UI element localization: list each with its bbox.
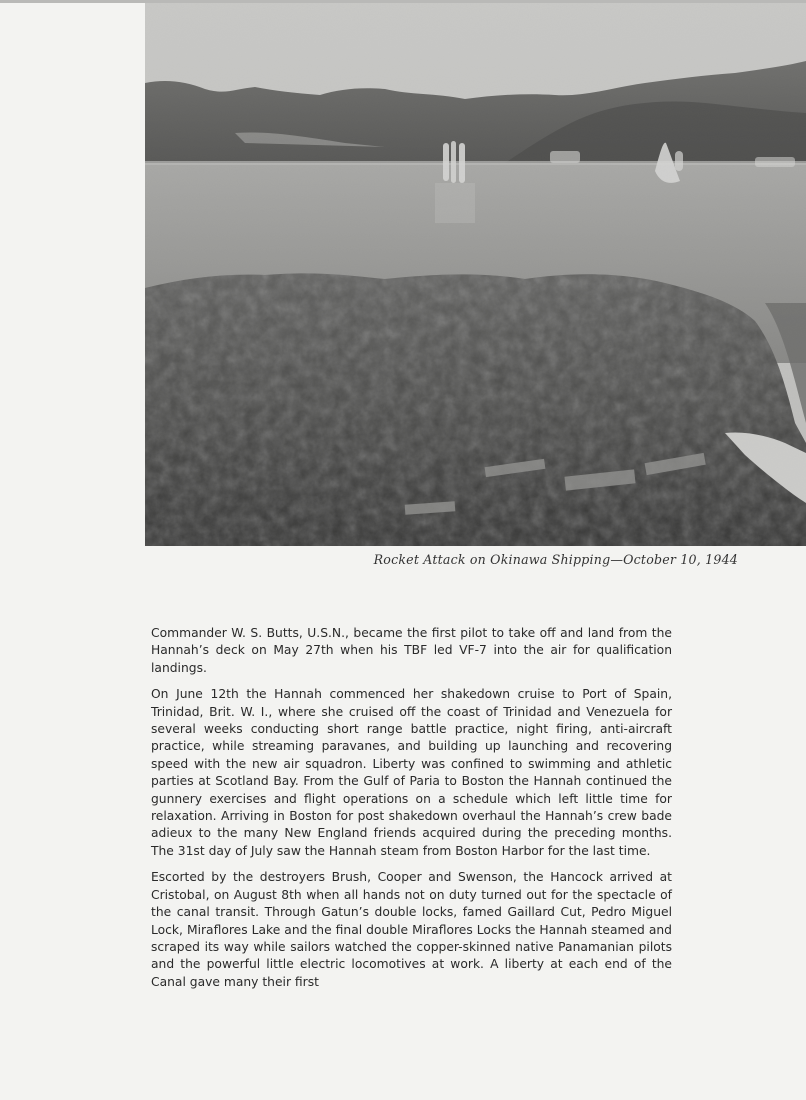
photo-landscape-illustration: [145, 3, 806, 546]
article-body: [151, 625, 672, 1000]
photo-caption: Rocket Attack on Okinawa Shipping—October 10, 1944: [373, 552, 738, 567]
paragraph: On June 12th the Hannah commenced her shakedown cruise to Port of Spain, Trinidad, Brit. W. I., where she cruised off the coast of Trinidad and Venezuela for several weeks conducting short range battle practice, night firing, anti-aircraft practice, while streaming paravanes, and building up launching and recovering speed with the new air squadron. Liberty was confined to swimming and athletic parties at Scotland Bay. From the Gulf of Paria to Boston the Hannah continued the gunnery exercises and flight operations on a schedule which left little time for relaxation. Arriving in Boston for post shakedown overhaul the Hannah’s crew bade adieux to the many New England friends acquired during the preceding months. The 31st day of July saw the Hannah steam from Boston Harbor for the last time.: [151, 687, 672, 858]
photograph-okinawa-rocket-attack: [145, 3, 806, 546]
paragraph: Escorted by the destroyers Brush, Cooper and Swenson, the Hancock arrived at Cristobal, on August 8th when all hands not on duty turned out for the spectacle of the canal transit. Through Gatun’s double locks, famed Gaillard Cut, Pedro Miguel Lock, Miraflores Lake and the final double Miraflores Locks the Hannah steamed and scraped its way while sailors watched the copper-skinned native Panamanian pilots and the powerful little electric locomotives at work. A liberty at each end of the Canal gave many their first: [151, 870, 672, 989]
paragraph: Commander W. S. Butts, U.S.N., became the first pilot to take off and land from the Hannah’s deck on May 27th when his TBF led VF-7 into the air for qualification landings.: [151, 626, 672, 675]
film-grain: [145, 3, 806, 546]
